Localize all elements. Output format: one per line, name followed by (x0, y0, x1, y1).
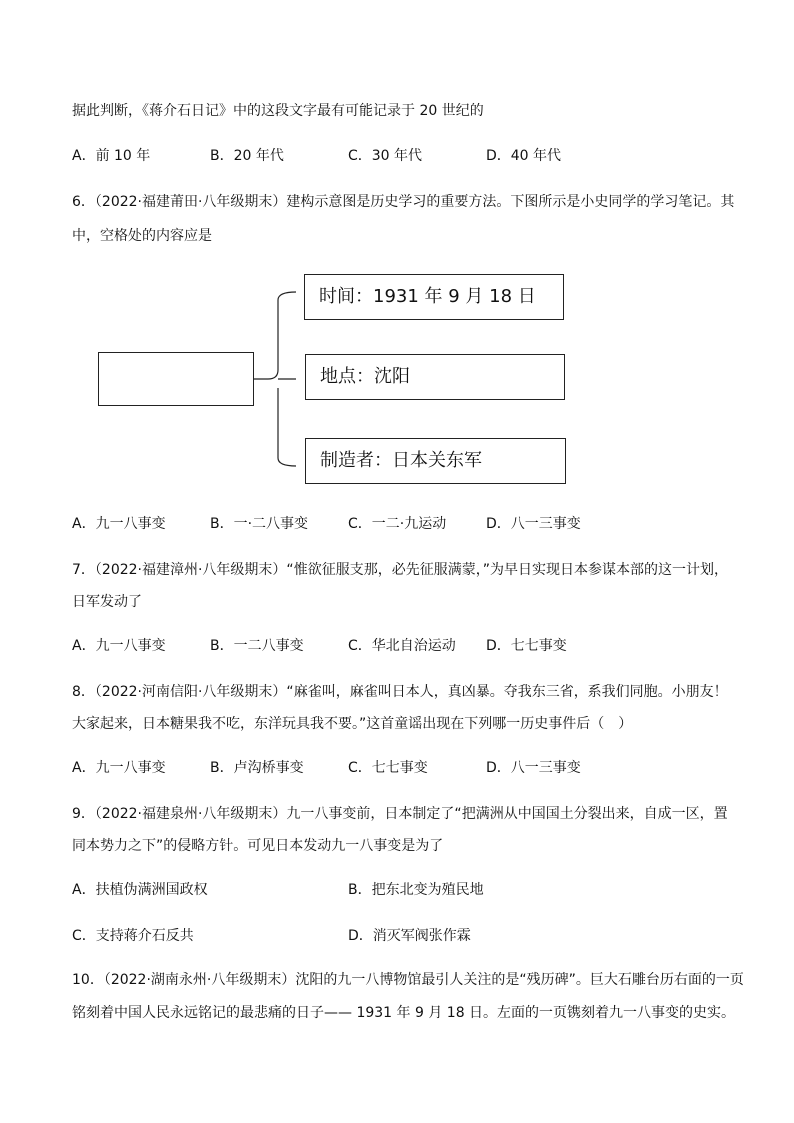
diagram-item-time: 时间：1931 年 9 月 18 日 (304, 274, 564, 320)
q6-option-b: B．一·二八事变 (210, 516, 309, 532)
q6-stem-line1: 6．（2022·福建莆田·八年级期末）建构示意图是历史学习的重要方法。下图所示是小史同学的学习笔记。其 (72, 194, 735, 210)
q9-option-d: D．消灭军阀张作霖 (348, 928, 471, 944)
q8-option-b: B．卢沟桥事变 (210, 760, 304, 776)
q9-stem-line2: 同本势力之下”的侵略方针。可见日本发动九一八事变是为了 (72, 838, 444, 854)
q5-option-a: A．前 10 年 (72, 148, 151, 164)
q6-stem-line2: 中，空格处的内容应是 (72, 228, 212, 244)
q8-option-d: D．八一三事变 (486, 760, 581, 776)
q7-option-a: A．九一八事变 (72, 638, 166, 654)
q6-option-c: C．一二·九运动 (348, 516, 447, 532)
q7-stem-line1: 7．（2022·福建漳州·八年级期末）“惟欲征服支那，必先征服满蒙，”为早日实现日本参谋本部的这一计划， (72, 562, 728, 578)
q9-option-a: A．扶植伪满洲国政权 (72, 882, 208, 898)
q7-option-c: C．华北自治运动 (348, 638, 456, 654)
diagram-item-perpetrator: 制造者：日本关东军 (305, 438, 566, 484)
q10-stem-line1: 10．（2022·湖南永州·八年级期末）沈阳的九一八博物馆最引人关注的是“残历碑”。巨大石雕台历右面的一页 (72, 972, 744, 988)
q6-option-a: A．九一八事变 (72, 516, 166, 532)
q8-option-c: C．七七事变 (348, 760, 428, 776)
q5-option-b: B．20 年代 (210, 148, 284, 164)
q7-stem-line2: 日军发动了 (72, 594, 142, 610)
diagram-item-place: 地点：沈阳 (305, 354, 565, 400)
q8-stem-line1: 8．（2022·河南信阳·八年级期末）“麻雀叫，麻雀叫日本人，真凶暴。夺我东三省，系我们同胞。小朋友！ (72, 684, 728, 700)
q8-stem-line2: 大家起来，日本糖果我不吃，东洋玩具我不要。”这首童谣出现在下列哪一历史事件后（ ） (72, 716, 633, 732)
q9-option-b: B．把东北变为殖民地 (348, 882, 484, 898)
q5-option-c: C．30 年代 (348, 148, 423, 164)
q7-option-d: D．七七事变 (486, 638, 567, 654)
q10-stem-line2: 铭刻着中国人民永远铭记的最悲痛的日子—— 1931 年 9 月 18 日。左面的一页镌刻着九一八事变的史实。 (72, 1005, 736, 1021)
q9-stem-line1: 9．（2022·福建泉州·八年级期末）九一八事变前，日本制定了“把满洲从中国国土分裂出来，自成一区，置 (72, 806, 728, 822)
q7-option-b: B．一二八事变 (210, 638, 304, 654)
q5-option-d: D．40 年代 (486, 148, 562, 164)
q8-option-a: A．九一八事变 (72, 760, 166, 776)
intro-line: 据此判断，《蒋介石日记》中的这段文字最有可能记录于 20 世纪的 (72, 103, 484, 119)
q9-option-c: C．支持蒋介石反共 (72, 928, 194, 944)
q6-option-d: D．八一三事变 (486, 516, 581, 532)
